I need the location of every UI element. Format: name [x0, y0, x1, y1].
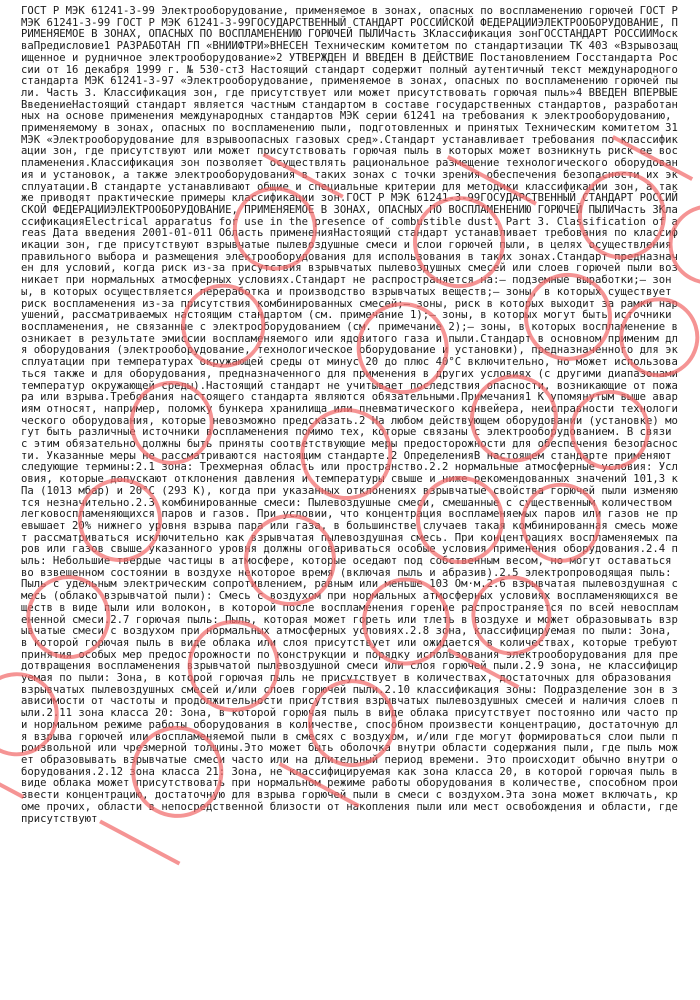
document-body: ГОСТ Р МЭК 61241-3-99 Электрооборудование, применяемое в зонах, опасных по воспламенению горючей ГОСТ Р МЭК 61241-3-99 ГОСТ Р МЭК 61241-3-99ГОСУДАРСТВЕННЫЙ СТАНДАРТ РОССИЙСКОЙ ФЕДЕРАЦИИЭЛЕКТРООБОРУДОВАНИЕ, ПРИМЕНЯЕМОЕ В ЗОНАХ, ОПАСНЫХ ПО ВОСПЛАМЕНЕНИЮ ГОРЮЧЕЙ ПЫЛИЧасть 3Классификация зонГОССТАНДАРТ РОССИИМоскваПредисловие1 РАЗРАБОТАН ГП «ВНИИФТРИ»ВНЕСЕН Техническим комитетом по стандартизации ТК 403 «Взрывозащищенное и рудничное электрооборудование»2 УТВЕРЖДЕН И ВВЕДЕН В ДЕЙСТВИЕ Постановлением Госстандарта России от 16 декабря 1999 г. № 530-ст3 Настоящий стандарт содержит полный аутентичный текст международного стандарта МЭК 61241-3-97 «Электрооборудование, применяемое в зонах, опасных по воспламенению горючей пыли. Часть 3. Классификация зон, где присутствует или может присутствовать горючая пыль»4 ВВЕДЕН ВПЕРВЫЕВведениеНастоящий стандарт является частным стандартом в составе государственных стандартов, разработанных на основе применения международных стандартов МЭК серии 61241 на требования к электрооборудованию, применяемому в зонах, опасных по воспламенению пыли, подготовленных и принятых Техническим комитетом 31 МЭК «Электрооборудование для взрывоопасных газовых сред».Стандарт устанавливает требования по классификации зон, где присутствуют или может присутствовать горючая пыль в которых может возникнуть риск ее воспламенения.Классификация зон позволяет осуществлять рациональное размещение технологического оборудования и установок, а также электрооборудования в таких зонах с точки зрения обеспечения безопасности их эксплуатации.В стандарте устанавливают общие и специальные критерии для методики классификации зон, а также приводят практические примеры классификации зон.ГОСТ Р МЭК 61241-3-99ГОСУДАРСТВЕННЫЙ СТАНДАРТ РОССИЙСКОЙ ФЕДЕРАЦИИЭЛЕКТРООБОРУДОВАНИЕ, ПРИМЕНЯЕМОЕ В ЗОНАХ, ОПАСНЫХ ПО ВОСПЛАМЕНЕНИЮ ГОРЮЧЕЙ ПЫЛИЧасть 3КлассификацияЕlectrical apparatus for use in the presence of combustible dust. Part 3. Сlassification of areas Дата введения 2001-01-011 Область примененияНастоящий стандарт устанавливает требования по классификации зон, где присутствуют взрывчатые пылевоздушные смеси и слои горючей пыли, в целях осуществления правильного выбора и размещения электрооборудования для использования в таких зонах.Стандарт предназначен для условий, когда риск из-за присутствия взрывчатых пылевоздушных смесей или слоев горючей пыли возникает при нормальных атмосферных условиях.Стандарт не распространяется на:– подземные выработки;– зоны, в которых осуществляется переработка и производство взрывчатых веществ;– зоны, в которых существует риск воспламенения из-за присутствия комбинированных смесей;– зоны, риск в которых выходит за рамки нарушений, рассматриваемых настоящим стандартом (см. примечание 1);– зоны, в которых могут быть источники воспламенения, не связанные с электрооборудованием (см. примечание 2);– зоны, в которых воспламенение возникает в результате эмиссии воспламеняемого или ядовитого газа и пыли.Стандарт в основном применим для оборудования (электрооборудование, технологическое оборудование и установки), предназначенного для эксплуатации при температурах окружающей среды от минус 20 до плюс 40°С включительно, но может использоваться также и для оборудования, предназначенного для применения в других условиях (с другими диапазонами температур окружающей среды).Настоящий стандарт не учитывает последствия опасности, возникающие от пожара или взрыва.Требования настоящего стандарта являются обязательными.Примечания1 К упомянутым выше авариям относят, например, поломку бункера хранилища или пневматического конвейера, неисправности технологического оборудования, которые невозможно предсказать.2 На любом действующем оборудовании (установке) могут быть различные источники воспламенения помимо тех, которые связаны с электрооборудованием. В связи с этим обязательно должны быть приняты соответствующие меры предосторожности для обеспечения безопасности. Указанные меры не рассматриваются настоящим стандартe.2 ОпределенияВ настоящем стандарте применяют следующие термины:2.1 зона: Трехмерная область или пространство.2.2 нормальные атмосферные условия: Условия, которые допускают отклонения давления и температуры свыше и ниже рекомендованных значений 101,3 кПа (1013 мбар) и 20°С (293 К), когда при указанных отклонениях взрывчатые свойства горючей пыли изменяются незначительно.2.3 комбинированные смеси: Пылевоздушные смеси, смешанные с существенным количеством легковоспламеняющихся паров и газов. При условии, что концентрация воспламеняемых паров или газов не превышает 20% нижнего уровня взрыва пара или газа, в большинстве случаев такая комбинированная смесь может рассматриваться исключительно как взрывчатая пылевоздушная смесь. При концентрациях воспламеняемых паров или газов свыше указанного уровня должны оговариваться особые условия применения оборудования.2.4 пыль: Небольшие твердые частицы в атмосфере, которые оседают под собственным весом, но могут оставаться во взвешенном состоянии в воздухе некоторое время (включая пыль и абразив).2.5 электропроводящая пыль: Пыль с удельным электрическим сопротивлением, равным или меньше 103 Ом·м.2.6 взрывчатая пылевоздушная смесь (облако взрывчатой пыли): Смесь с воздухом при нормальных атмосферных условиях воспламеняющихся веществ в виде пыли или волокон, в которой после воспламенения горение распространяется по всей невоспламененной смеси.2.7 горючая пыль: Пыль, которая может гореть или тлеть в воздухе и может образовывать взрывчатые смеси с воздухом при нормальных атмосферных условиях.2.8 зона, классифицируемая по пыли: Зона, в которой горючая пыль в виде облака или слоя присутствует или ожидается в количествах, которые требуют принятия особых мер предосторожности по конструкции и порядку использования электрооборудования для предотвращения воспламенения взрывчатой пылевоздушной смеси или слоя горючей пыли.2.9 зона, не классифицируемая по пыли: Зона, в которой горючая пыль не присутствует в количествах, достаточных для образования взрывчатых пылевоздушных смесей и/или слоев горючей пыли.2.10 классификация зоны: Подразделение зон в зависимости от частоты и продолжительности присутствия взрывчатых пылевоздушных смесей и наличия слоев пыли.2.11 зона класса 20: Зона, в которой горючая пыль в виде облака присутствует постоянно или часто при нормальном режиме работы оборудования в количестве, способном произвести концентрацию, достаточную для взрыва горючей или воспламеняемой пыли в смесях с воздухом, и/или где могут формироваться слои пыли произвольной или чрезмерной толщины.Это может быть оболочка внутри области содержания пыли, где пыль может образовывать взрывчатые смеси часто или на длительный период времени. Это происходит обычно внутри оборудования.2.12 зона класса 21: Зона, не классифицируемая как зона класса 20, в которой горючая пыль в виде облака может присутствовать при нормальном режиме работы оборудования в количестве, способном произвести концентрацию, достаточную для взрыва горючей пыли в смеси с воздухом.Эта зона может включать, кроме прочих, области в непосредственной близости от накопления пыли или мест освобождения и области, где присутствуют: [21, 6, 678, 825]
